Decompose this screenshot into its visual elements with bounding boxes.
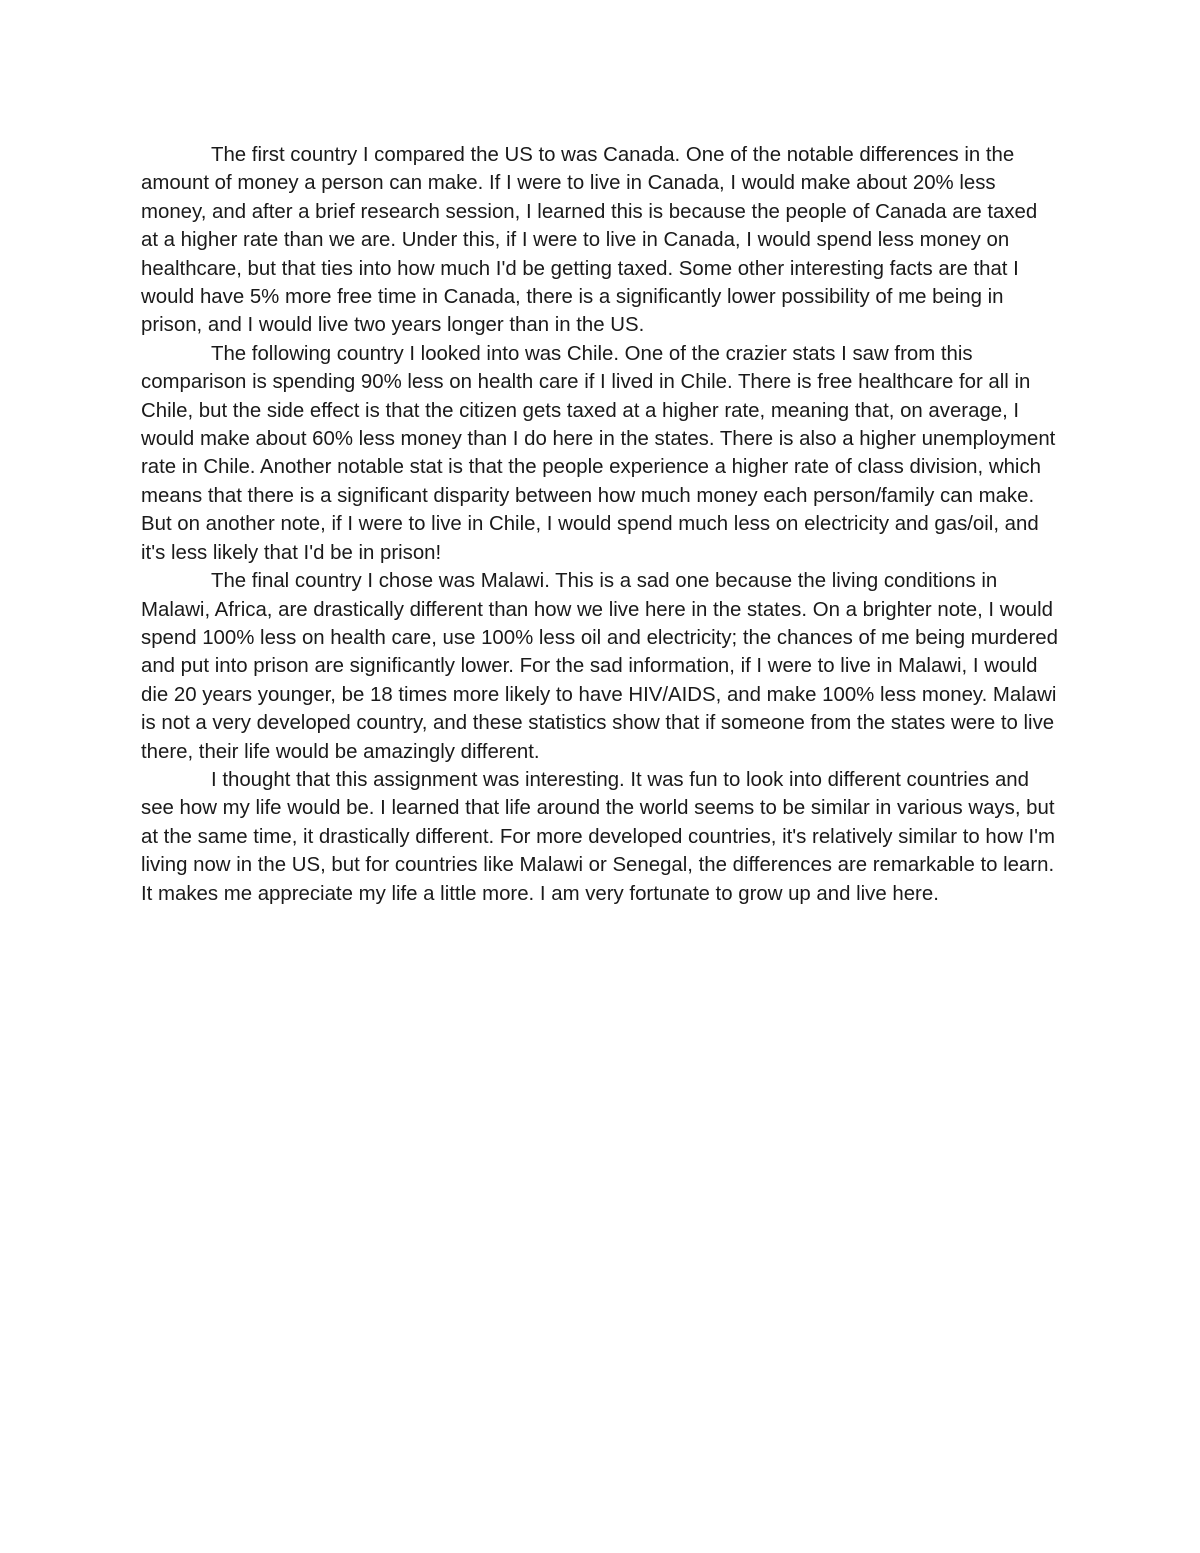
paragraph-conclusion: I thought that this assignment was interesting. It was fun to look into different countries and see how my life would be. I learned that life around the world seems to be similar in various ways, but at the same time, it drastically different. For more developed countries, it's relatively similar to how I'm living now in the US, but for countries like Malawi or Senegal, the differences are remarkable to learn. It makes me appreciate my life a little more. I am very fortunate to grow up and live here. <box>141 768 1056 905</box>
paragraph-malawi: The final country I chose was Malawi. This is a sad one because the living conditions in Malawi, Africa, are drastically different than how we live here in the states. On a brighter note, I would spend 100% less on health care, use 100% less oil and electricity; the chances of me being murdered and put into prison are significantly lower. For the sad information, if I were to live in Malawi, I would die 20 years younger, be 18 times more likely to have HIV/AIDS, and make 100% less money. Malawi is not a very developed country, and these statistics show that if someone from the states were to live there, their life would be amazingly different. <box>141 570 1058 763</box>
paragraph-canada: The first country I compared the US to was Canada. One of the notable differences in the amount of money a person can make. If I were to live in Canada, I would make about 20% less money, and after a brief research session, I learned this is because the people of Canada are taxed at a higher rate than we are. Under this, if I were to live in Canada, I would spend less money on healthcare, but that ties into how much I'd be getting taxed. Some other interesting facts are that I would have 5% more free time in Canada, there is a significantly lower possibility of me being in prison, and I would live two years longer than in the US. <box>141 144 1038 337</box>
document-body <box>141 141 1059 908</box>
paragraph-chile: The following country I looked into was Chile. One of the crazier stats I saw from this comparison is spending 90% less on health care if I lived in Chile. There is free healthcare for all in Chile, but the side effect is that the citizen gets taxed at a higher rate, meaning that, on average, I would make about 60% less money than I do here in the states. There is also a higher unemployment rate in Chile. Another notable stat is that the people experience a higher rate of class division, which means that there is a significant disparity between how much money each person/family can make. But on another note, if I were to live in Chile, I would spend much less on electricity and gas/oil, and it's less likely that I'd be in prison! <box>141 342 1056 564</box>
